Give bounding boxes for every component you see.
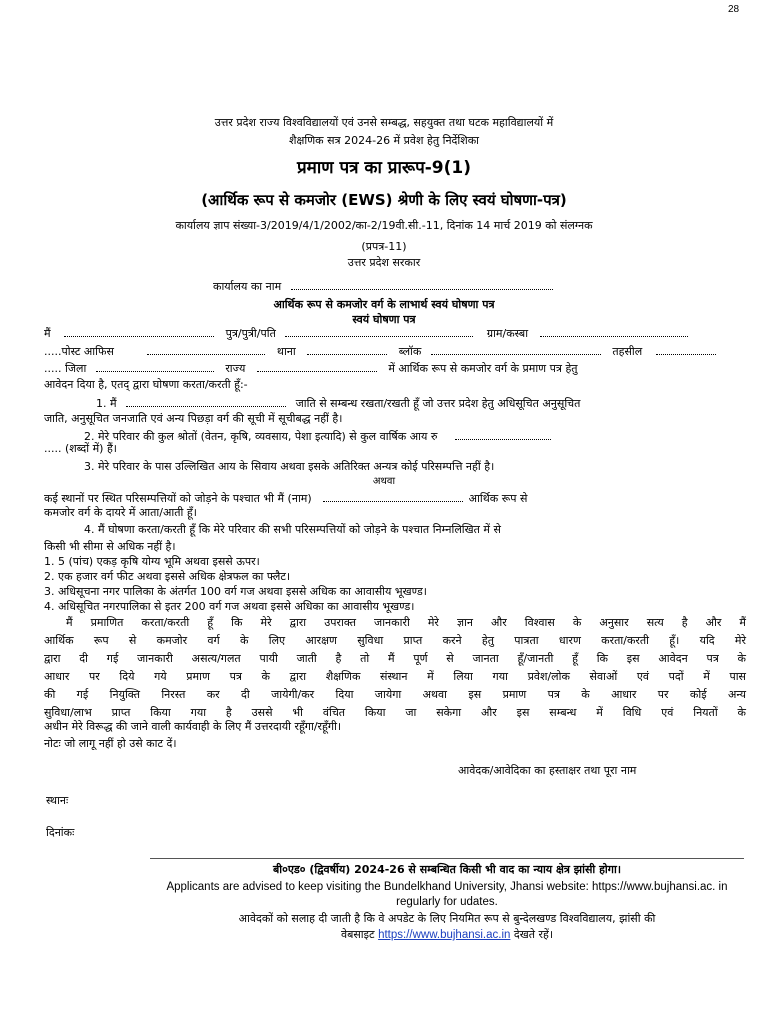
- header-line-2: शैक्षणिक सत्र 2024-26 में प्रवेश हेतु निर्देशिका: [288, 134, 480, 147]
- form-title: प्रमाण पत्र का प्रारूप-9(1): [297, 158, 471, 178]
- or-name-blank[interactable]: [323, 491, 463, 502]
- office-name-row: [213, 279, 553, 294]
- state-blank[interactable]: [257, 361, 377, 372]
- relation-label: पुत्र/पुत्री/पति: [225, 327, 276, 340]
- certification-line-2: आर्थिक रूप से कमजोर वर्ग के लिए आरक्षण सुविधा प्राप्त करने हेतु पात्रता धारण करता/करती हूँ। यदि मेरे: [44, 634, 746, 647]
- or-separator: अथवा: [372, 476, 396, 487]
- reference-line: कार्यालय ज्ञाप संख्या-3/2019/4/1/2002/का-2/19वी.सी.-11, दिनांक 14 मार्च 2019 को संलग्नक: [175, 219, 593, 232]
- block-blank[interactable]: [431, 344, 601, 355]
- tehsil-blank[interactable]: [656, 344, 716, 355]
- tehsil-label: तहसील: [612, 345, 643, 358]
- district-label: ..... जिला: [44, 362, 87, 375]
- office-name-label: कार्यालय का नाम: [213, 280, 282, 293]
- form-subtitle: (आर्थिक रूप से कमजोर (EWS) श्रेणी के लिए स्वयं घोषणा-पत्र): [201, 191, 567, 209]
- limit-item-3: 3. अधिसूचना नगर पालिका के अंतर्गत 100 वर्ग गज अथवा इससे अधिक का आवासीय भूखण्ड।: [44, 585, 427, 598]
- main-label: मैं: [44, 327, 51, 340]
- limit-item-4: 4. अधिसूचित नगरपालिका से इतर 200 वर्ग गज अथवा इससे अधिका का आवासीय भूखण्ड।: [44, 600, 415, 613]
- post-office-blank[interactable]: [147, 344, 265, 355]
- point-1-row: [96, 396, 580, 411]
- point-1-text: जाति से सम्बन्ध रखता/रखती हूँ जो उत्तर प्रदेश हेतु अधिसूचित अनुसूचित: [295, 397, 581, 410]
- income-blank[interactable]: [455, 429, 551, 440]
- date-label: दिनांकः: [46, 826, 75, 839]
- declaration-start: आवेदन दिया है, एतद् द्वारा घोषणा करता/करती हूँ:-: [44, 378, 248, 391]
- relation-blank[interactable]: [285, 326, 473, 337]
- name-row: [44, 326, 688, 341]
- or-text: कई स्थानों पर स्थित परिसम्पत्तियों को जोड़ने के पश्चात भी मैं (नाम): [44, 492, 312, 505]
- block-label: ब्लॉक: [398, 345, 422, 358]
- page-number: 28: [728, 4, 740, 15]
- header-line-1: उत्तर प्रदेश राज्य विश्वविद्यालयों एवं उनसे सम्बद्ध, सहयुक्त तथा घटक महाविद्यालयों में: [214, 116, 554, 129]
- or-text-end: आर्थिक रूप से: [468, 492, 528, 505]
- police-station-blank[interactable]: [307, 344, 387, 355]
- district-blank[interactable]: [96, 361, 214, 372]
- website-suffix: देखते रहें।: [513, 928, 554, 941]
- point-4-cont: किसी भी सीमा से अधिक नहीं है।: [44, 540, 176, 553]
- office-name-blank[interactable]: [291, 279, 553, 290]
- heading-self-declaration: स्वयं घोषणा पत्र: [352, 313, 416, 326]
- website-link[interactable]: https://www.bujhansi.ac.in: [378, 929, 511, 941]
- village-blank[interactable]: [540, 326, 688, 337]
- signature-label: आवेदक/आवेदिका का हस्ताक्षर तथा पूरा नाम: [458, 764, 637, 777]
- point-2-cont: ..... (शब्दों में) हैं।: [44, 442, 117, 455]
- point-1-label: 1. मैं: [96, 397, 117, 410]
- village-label: ग्राम/कस्बा: [486, 327, 529, 340]
- certification-line-5: की गई नियुक्ति निरस्त कर दी जायेगी/कर दिया जायेगा अथवा इस प्रमाण पत्र के आधार पर कोई अन्य: [44, 688, 746, 701]
- address-row: [44, 344, 716, 359]
- place-label: स्थानः: [46, 794, 69, 807]
- jurisdiction-notice: बी०एड० (द्विवर्षीय) 2024-26 से सम्बन्धित किसी भी वाद का न्याय क्षेत्र झांसी होगा।: [272, 863, 621, 876]
- caste-blank[interactable]: [126, 396, 286, 407]
- point-4: 4. मैं घोषणा करता/करती हूँ कि मेरे परिवार की सभी परिसम्पत्तियों को जोड़ने के पश्चात निम्नलिखित में से: [84, 523, 501, 536]
- name-blank[interactable]: [64, 326, 214, 337]
- website-advice-hi-cont: [150, 928, 744, 942]
- limit-item-2: 2. एक हजार वर्ग फीट अथवा इससे अधिक क्षेत्रफल का फ्लैट।: [44, 570, 291, 583]
- website-prefix: वेबसाइट: [340, 928, 375, 941]
- point-2-text: 2. मेरे परिवार की कुल श्रोतों (वेतन, कृषि, व्यवसाय, पेशा इत्यादि) से कुल वार्षिक आय रु: [84, 430, 438, 443]
- point-1-cont: जाति, अनुसूचित जनजाति एवं अन्य पिछड़ा वर्ग की सूची में सूचीबद्ध नहीं है।: [44, 412, 343, 425]
- limit-item-1: 1. 5 (पांच) एकड़ कृषि योग्य भूमि अथवा इससे ऊपर।: [44, 555, 260, 568]
- or-row: [44, 491, 527, 506]
- website-advice-en-cont: regularly for udates.: [396, 896, 498, 908]
- certification-line-4: आधार पर दिये गये प्रमाण पत्र के द्वारा शैक्षणिक संस्थान में लिया गया प्रवेश/लोक सेवाओं एवं पदों में पास: [44, 670, 746, 683]
- form-number: (प्रपत्र-11): [361, 240, 407, 253]
- or-cont: कमजोर वर्ग के दायरे में आता/आती हूँ।: [44, 506, 197, 519]
- certification-line-7: अधीन मेरे विरूद्ध की जाने वाली कार्यवाही के लिए मैं उत्तरदायी रहूँगा/रहूँगी।: [44, 720, 342, 733]
- point-2-row: [84, 429, 551, 444]
- ews-apply-text: में आर्थिक रूप से कमजोर वर्ग के प्रमाण पत्र हेतु: [388, 362, 578, 375]
- footer-notice: [150, 858, 744, 945]
- certification-line-3: द्वारा दी गई जानकारी असत्य/गलत पायी जाती है तो मैं पूर्ण से जानता हूँ/जानती हूँ कि इस आवेदन पत्र के: [44, 652, 746, 665]
- post-office-label: .....पोस्ट आफिस: [44, 345, 114, 358]
- state-label: राज्य: [225, 362, 246, 375]
- point-3: 3. मेरे परिवार के पास उल्लिखित आय के सिवाय अथवा इसके अतिरिक्त अन्यत्र कोई परिसम्पत्ति नहीं है।: [84, 460, 495, 473]
- govt-name: उत्तर प्रदेश सरकार: [347, 256, 421, 269]
- certification-line-6: सुविधा/लाभ प्राप्त किया गया है उससे भी वंचित किया जा सकेगा और इस सम्बन्ध में विधि एवं नियतों के: [44, 706, 746, 719]
- certification-line-1: मैं प्रमाणित करता/करती हूँ कि मेरे द्वारा उपराक्त जानकारी मेरे ज्ञान और विश्वास के अनुसार सत्य है और मैं: [66, 616, 746, 629]
- police-station-label: थाना: [276, 345, 296, 358]
- website-advice-hi: आवेदकों को सलाह दी जाती है कि वे अपडेट के लिए नियमित रूप से बुन्देलखण्ड विश्वविद्यालय, झांसी की: [238, 912, 656, 925]
- website-advice-en: Applicants are advised to keep visiting the Bundelkhand University, Jhansi website: https://www.bujhansi.ac. in: [166, 881, 728, 893]
- heading-beneficiary: आर्थिक रूप से कमजोर वर्ग के लाभार्थ स्वयं घोषणा पत्र: [273, 298, 495, 311]
- note-text: नोटः जो लागू नहीं हो उसे काट दें।: [44, 737, 177, 750]
- district-row: [44, 361, 578, 376]
